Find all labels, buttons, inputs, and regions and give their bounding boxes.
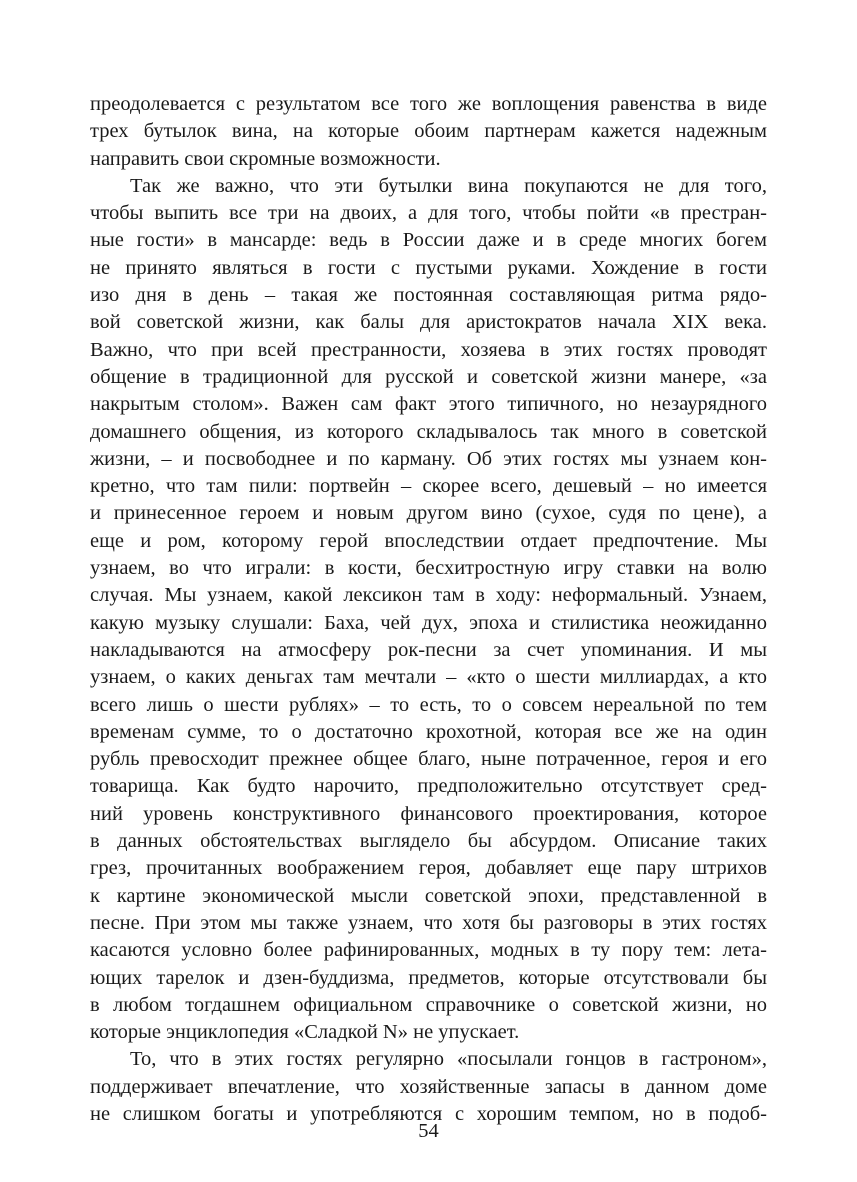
text-line: изо дня в день – такая же постоянная составляющая ритма рядо- — [90, 284, 767, 307]
text-line: и принесенное героем и новым другом вино (сухое, судя по цене), а — [90, 502, 767, 525]
text-line: песне. При этом мы также узнаем, что хотя бы разговоры в этих гостях — [90, 911, 767, 934]
text-line: накладываются на атмосферу рок-песни за счет упоминания. И мы — [90, 638, 767, 661]
text-line: в данных обстоятельствах выглядело бы абсурдом. Описание таких — [90, 830, 767, 853]
text-line: рубль превосходит прежнее общее благо, ныне потраченное, героя и его — [90, 748, 767, 771]
text-line: касаются условно более рафинированных, модных в ту пору тем: лета- — [90, 939, 767, 962]
text-line: трех бутылок вина, на которые обоим партнерам кажется надежным — [90, 120, 767, 143]
text-line: товарища. Как будто нарочито, предположительно отсутствует сред- — [90, 775, 767, 798]
text-line: еще и ром, которому герой впоследствии отдает предпочтение. Мы — [90, 529, 767, 552]
text-line: к картине экономической мысли советской эпохи, представленной в — [90, 884, 767, 907]
text-line: кретно, что там пили: портвейн – скорее всего, дешевый – но имеется — [90, 475, 767, 498]
paragraph — [90, 173, 767, 1047]
text-line: не слишком богаты и употребляются с хорошим темпом, но в подоб- — [90, 1102, 767, 1125]
text-line: вой советской жизни, как балы для аристократов начала XIX века. — [90, 311, 767, 334]
text-line: в любом тогдашнем официальном справочнике о советской жизни, но — [90, 993, 767, 1016]
text-line: не принято являться в гости с пустыми руками. Хождение в гости — [90, 256, 767, 279]
page-number: 54 — [418, 1120, 439, 1142]
text-line: узнаем, во что играли: в кости, бесхитростную игру ставки на волю — [90, 557, 767, 580]
text-line: направить свои скромные возможности. — [90, 147, 441, 170]
text-line: узнаем, о каких деньгах там мечтали – «кто о шести миллиардах, а кто — [90, 666, 767, 689]
paragraph — [90, 91, 767, 173]
text-line: жизни, – и посвободнее и по карману. Об этих гостях мы узнаем кон- — [90, 447, 767, 470]
text-line: накрытым столом». Важен сам факт этого типичного, но незаурядного — [90, 393, 767, 416]
text-line: временам сумме, то о достаточно крохотной, которая все же на один — [90, 720, 767, 743]
text-line: какую музыку слушали: Баха, чей дух, эпоха и стилистика неожиданно — [90, 611, 767, 634]
text-line: всего лишь о шести рублях» – то есть, то о совсем нереальной по тем — [90, 693, 767, 716]
text-line: ний уровень конструктивного финансового проектирования, которое — [90, 802, 767, 825]
text-line: которые энциклопедия «Сладкой N» не упускает. — [90, 1021, 520, 1044]
text-line: грез, прочитанных воображением героя, добавляет еще пару штрихов — [90, 857, 767, 880]
paragraph — [90, 1046, 767, 1128]
text-line: ющих тарелок и дзен-буддизма, предметов, которые отсутствовали бы — [90, 966, 767, 989]
text-line: ные гости» в мансарде: ведь в России даже и в среде многих богем — [90, 229, 767, 252]
text-line: Важно, что при всей престранности, хозяева в этих гостях проводят — [90, 338, 767, 361]
page-body — [90, 91, 767, 1128]
text-line: преодолевается с результатом все того же воплощения равенства в виде — [90, 93, 767, 115]
text-line: Так же важно, что эти бутылки вина покупаются не для того, — [130, 174, 767, 197]
text-line: То, что в этих гостях регулярно «посылали гонцов в гастроном», — [130, 1048, 767, 1071]
text-line: домашнего общения, из которого складывалось так много в советской — [90, 420, 767, 443]
text-line: поддерживает впечатление, что хозяйственные запасы в данном доме — [90, 1075, 767, 1098]
text-line: общение в традиционной для русской и советской жизни манере, «за — [90, 365, 767, 388]
text-line: чтобы выпить все три на двоих, а для того, чтобы пойти «в престран- — [90, 202, 767, 225]
text-line: случая. Мы узнаем, какой лексикон там в ходу: неформальный. Узнаем, — [90, 584, 767, 607]
